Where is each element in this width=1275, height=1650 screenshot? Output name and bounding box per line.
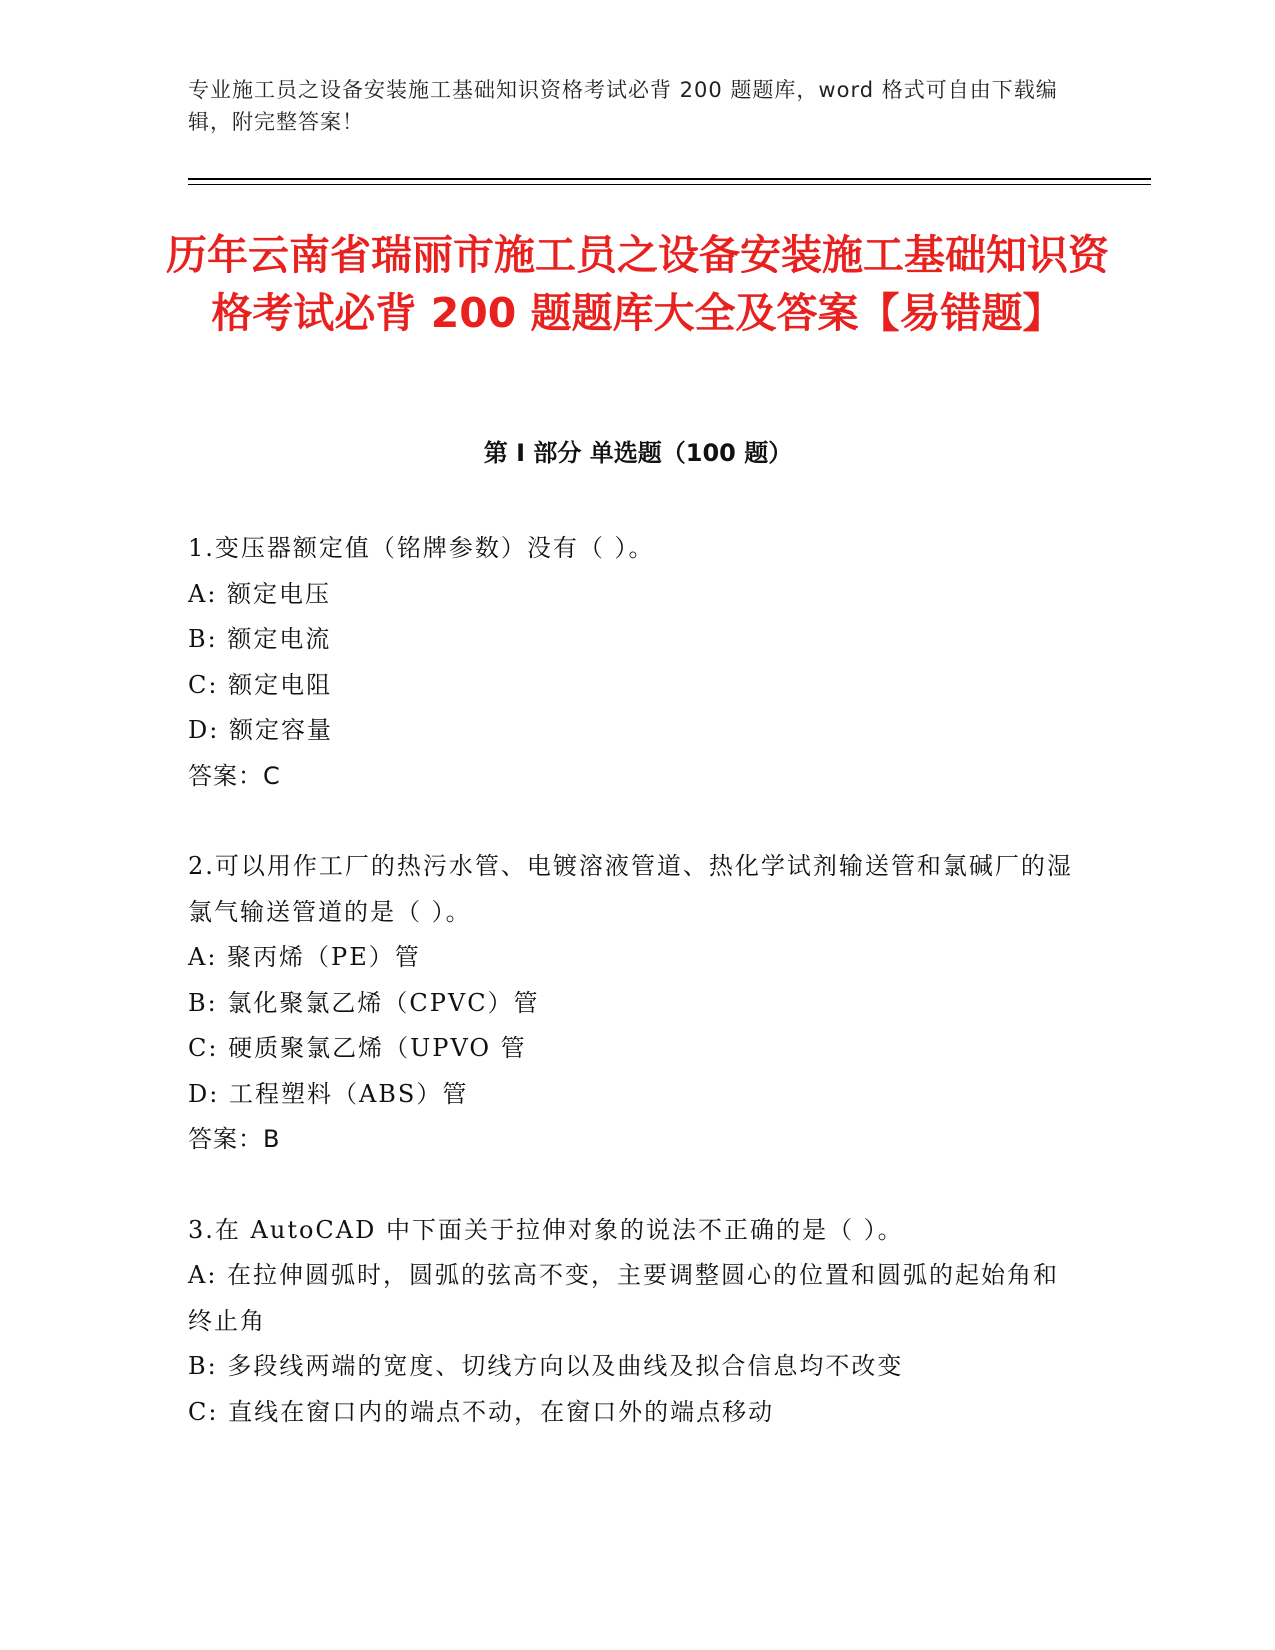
answer: 答案：C (188, 761, 281, 790)
header-note: 专业施工员之设备安装施工基础知识资格考试必背 200 题题库，word 格式可自由下载编辑，附完整答案！ (188, 78, 1058, 134)
question-2 (188, 844, 1078, 1163)
option-b: B: 多段线两端的宽度、切线方向以及曲线及拟合信息均不改变 (188, 1352, 904, 1380)
question-stem: 3.在 AutoCAD 中下面关于拉伸对象的说法不正确的是（ ）。 (188, 1215, 904, 1244)
option-a: A: 聚丙烯（PE）管 (188, 943, 421, 971)
option-b: B: 额定电流 (188, 625, 332, 653)
option-d: D: 工程塑料（ABS）管 (188, 1079, 469, 1108)
option-c: C: 硬质聚氯乙烯（UPVO 管 (188, 1034, 527, 1062)
option-d: D: 额定容量 (188, 716, 333, 744)
option-a: A: 在拉伸圆弧时，圆弧的弦高不变，主要调整圆心的位置和圆弧的起始角和终止角 (188, 1261, 1060, 1335)
option-a: A: 额定电压 (188, 579, 332, 608)
document-title: 历年云南省瑞丽市施工员之设备安装施工基础知识资格考试必背 200 题题库大全及答案【易错题】 (166, 231, 1109, 337)
section-title: 第 I 部分 单选题（100 题） (483, 439, 793, 467)
option-b: B: 氯化聚氯乙烯（CPVC）管 (188, 988, 540, 1017)
option-c: C: 直线在窗口内的端点不动，在窗口外的端点移动 (188, 1397, 775, 1426)
header-divider-thick (188, 178, 1151, 180)
answer: 答案：B (188, 1125, 281, 1153)
question-stem: 2.可以用作工厂的热污水管、电镀溶液管道、热化学试剂输送管和氯碱厂的湿氯气输送管道的是（ ）。 (188, 852, 1073, 926)
question-list (188, 526, 1078, 1480)
question-stem: 1.变压器额定值（铭牌参数）没有（ ）。 (188, 534, 655, 562)
question-1 (188, 526, 1078, 799)
option-c: C: 额定电阻 (188, 670, 333, 699)
question-3 (188, 1208, 1078, 1436)
header-divider-thin (188, 184, 1151, 185)
